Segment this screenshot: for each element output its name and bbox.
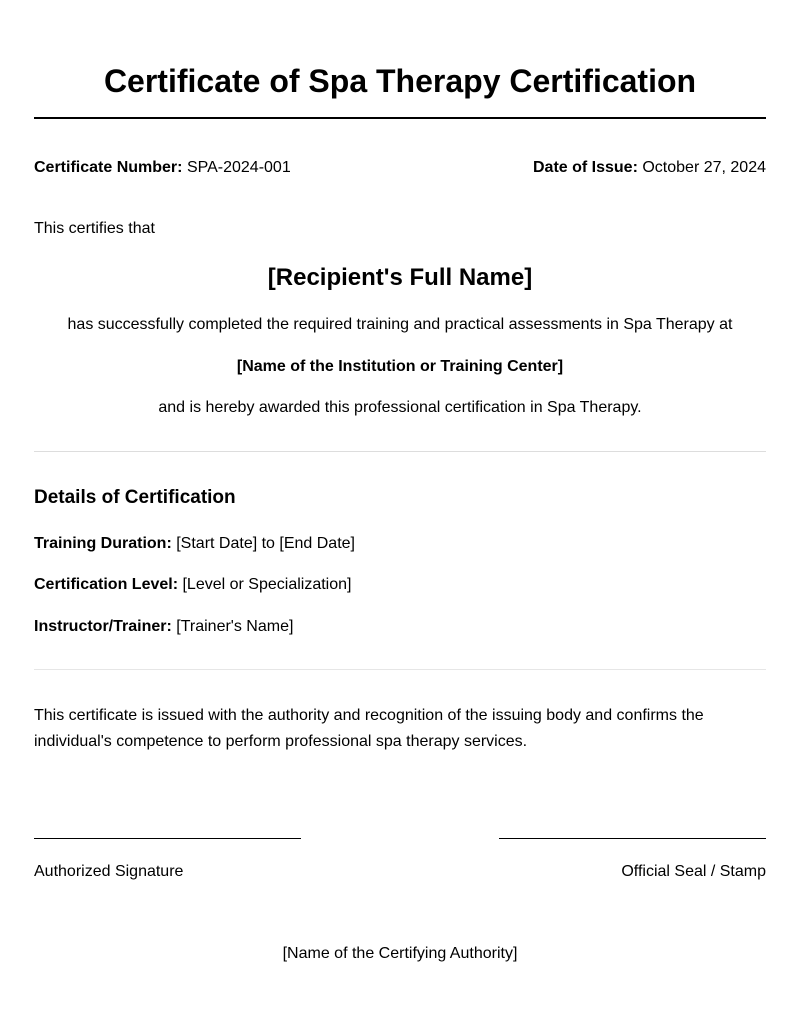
certifying-authority: [Name of the Certifying Authority]: [282, 945, 518, 962]
detail-value: [Start Date] to [End Date]: [176, 535, 355, 552]
certificate-title: Certificate of Spa Therapy Certification: [103, 63, 697, 99]
detail-label: Instructor/Trainer:: [34, 618, 172, 635]
certificate-meta-row: [34, 158, 766, 178]
date-of-issue-value: October 27, 2024: [642, 159, 766, 176]
date-of-issue-label: Date of Issue:: [532, 159, 638, 176]
completion-text: has successfully completed the required training and practical assessments in Spa Therapy at: [67, 316, 733, 333]
authority-statement: This certificate is issued with the authority and recognition of the issuing body and confirms the individual's competence to perform professional spa therapy services.: [34, 707, 704, 750]
section-divider: [34, 669, 766, 670]
seal-line: [499, 838, 766, 839]
recipient-name: [Recipient's Full Name]: [267, 264, 533, 291]
detail-instructor: [34, 617, 293, 637]
detail-certification-level: [34, 575, 351, 595]
detail-label: Training Duration:: [34, 535, 172, 552]
certificate-number-value: SPA-2024-001: [186, 159, 291, 176]
seal-label: Official Seal / Stamp: [621, 863, 766, 880]
certificate-number-label: Certificate Number:: [34, 159, 183, 176]
certificate-number: [34, 158, 291, 178]
title-divider: [34, 117, 766, 119]
detail-value: [Level or Specialization]: [182, 576, 352, 593]
date-of-issue: [533, 158, 766, 178]
detail-label: Certification Level:: [34, 576, 179, 593]
details-heading: Details of Certification: [34, 487, 236, 508]
signature-label: Authorized Signature: [34, 863, 184, 880]
detail-training-duration: [34, 534, 355, 554]
intro-text: This certifies that: [34, 220, 155, 237]
signature-line: [34, 838, 301, 839]
section-divider: [34, 451, 766, 452]
detail-value: [Trainer's Name]: [176, 618, 294, 635]
institution-name: [Name of the Institution or Training Center]: [236, 358, 564, 375]
award-text: and is hereby awarded this professional certification in Spa Therapy.: [158, 399, 642, 416]
